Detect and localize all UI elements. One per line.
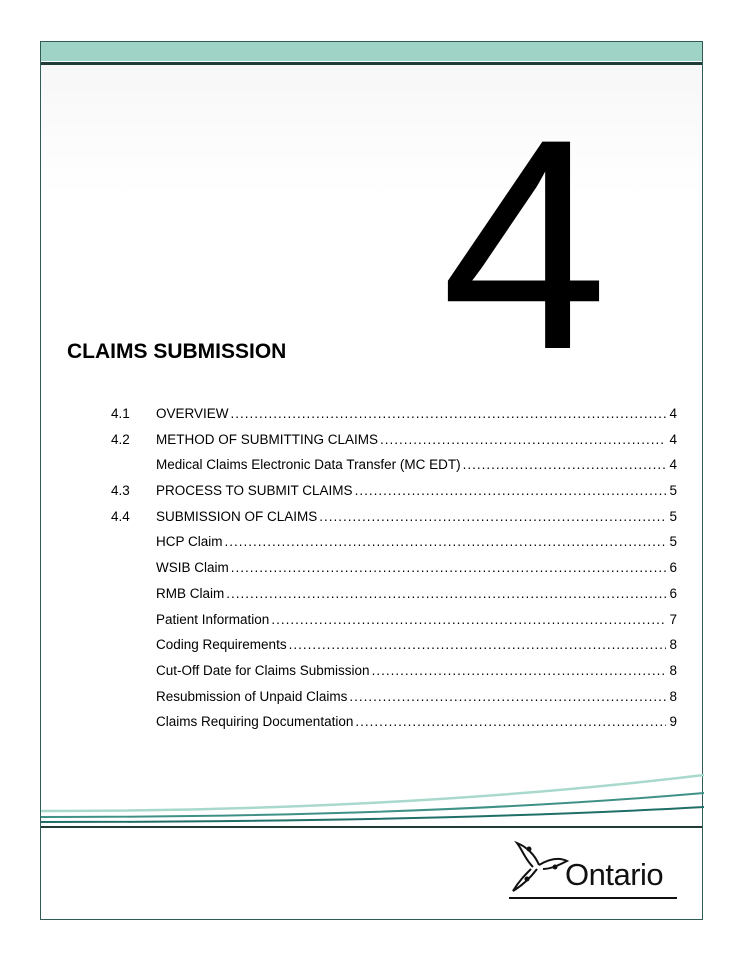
toc-leader-dots	[372, 663, 667, 678]
toc-entry[interactable]	[111, 509, 677, 535]
toc-entry-page: 5	[669, 508, 677, 524]
header-band	[41, 42, 702, 61]
toc-entry[interactable]	[111, 406, 677, 432]
toc-entry-title: RMB Claim	[156, 585, 225, 601]
toc-entry-title: SUBMISSION OF CLAIMS	[156, 508, 318, 524]
toc-leader-dots	[349, 689, 666, 704]
toc-entry-number: 4.1	[111, 406, 130, 421]
toc-entry-title: OVERVIEW	[156, 406, 229, 421]
toc-entry[interactable]	[111, 663, 677, 689]
table-of-contents	[111, 406, 677, 740]
toc-leader-dots	[319, 509, 666, 524]
toc-entry[interactable]	[111, 560, 677, 586]
toc-entry-title: Cut-Off Date for Claims Submission	[156, 662, 370, 678]
toc-entry-page: 5	[669, 534, 677, 550]
chapter-title: CLAIMS SUBMISSION	[67, 340, 287, 363]
toc-entry[interactable]	[111, 714, 677, 740]
toc-leader-dots	[271, 612, 666, 627]
toc-entry-page: 8	[669, 662, 677, 678]
toc-leader-dots	[225, 534, 667, 549]
toc-entry-title: HCP Claim	[156, 534, 223, 550]
toc-entry-number: 4.2	[111, 431, 130, 447]
toc-entry-number: 4.4	[111, 508, 130, 524]
toc-leader-dots	[231, 406, 667, 421]
toc-entry-page: 8	[669, 637, 677, 653]
toc-entry-title: Coding Requirements	[156, 637, 287, 653]
toc-entry-title: METHOD OF SUBMITTING CLAIMS	[156, 431, 379, 447]
toc-leader-dots	[355, 483, 667, 498]
toc-entry-page: 7	[669, 611, 677, 627]
toc-entry-number: 4.3	[111, 483, 130, 499]
toc-leader-dots	[231, 560, 667, 575]
ontario-logo	[509, 839, 679, 901]
toc-entry-title: Resubmission of Unpaid Claims	[156, 688, 348, 704]
decorative-wave	[41, 767, 704, 829]
toc-entry-page: 4	[669, 406, 677, 421]
toc-leader-dots	[380, 432, 666, 447]
page-frame	[40, 41, 703, 920]
toc-entry[interactable]	[111, 689, 677, 715]
ontario-wordmark: Ontario	[565, 857, 664, 892]
chapter-number: 4	[441, 76, 604, 412]
toc-entry[interactable]	[111, 432, 677, 458]
wave-line-light	[41, 775, 704, 811]
logo-underline	[509, 897, 677, 899]
toc-leader-dots	[289, 637, 667, 652]
toc-entry[interactable]	[111, 586, 677, 612]
wave-line-mid	[41, 793, 704, 817]
footer-rule	[41, 826, 702, 828]
toc-entry-page: 6	[669, 560, 677, 576]
toc-entry-page: 5	[669, 483, 677, 499]
toc-entry[interactable]	[111, 534, 677, 560]
toc-entry[interactable]	[111, 637, 677, 663]
toc-entry-title: Medical Claims Electronic Data Transfer (MC EDT)	[156, 457, 461, 473]
toc-leader-dots	[226, 586, 666, 601]
toc-entry-page: 6	[669, 585, 677, 601]
toc-entry-page: 8	[669, 688, 677, 704]
toc-entry-title: WSIB Claim	[156, 560, 229, 576]
toc-entry-title: Patient Information	[156, 611, 270, 627]
toc-entry-page: 9	[669, 714, 677, 730]
trillium-icon	[509, 839, 571, 899]
toc-leader-dots	[463, 457, 667, 472]
toc-leader-dots	[355, 714, 666, 729]
toc-entry-page: 4	[669, 457, 677, 473]
toc-entry-title: Claims Requiring Documentation	[156, 714, 354, 730]
toc-entry-title: PROCESS TO SUBMIT CLAIMS	[156, 483, 353, 499]
toc-entry[interactable]	[111, 612, 677, 638]
toc-entry[interactable]	[111, 457, 677, 483]
toc-entry-page: 4	[669, 431, 677, 447]
toc-entry[interactable]	[111, 483, 677, 509]
